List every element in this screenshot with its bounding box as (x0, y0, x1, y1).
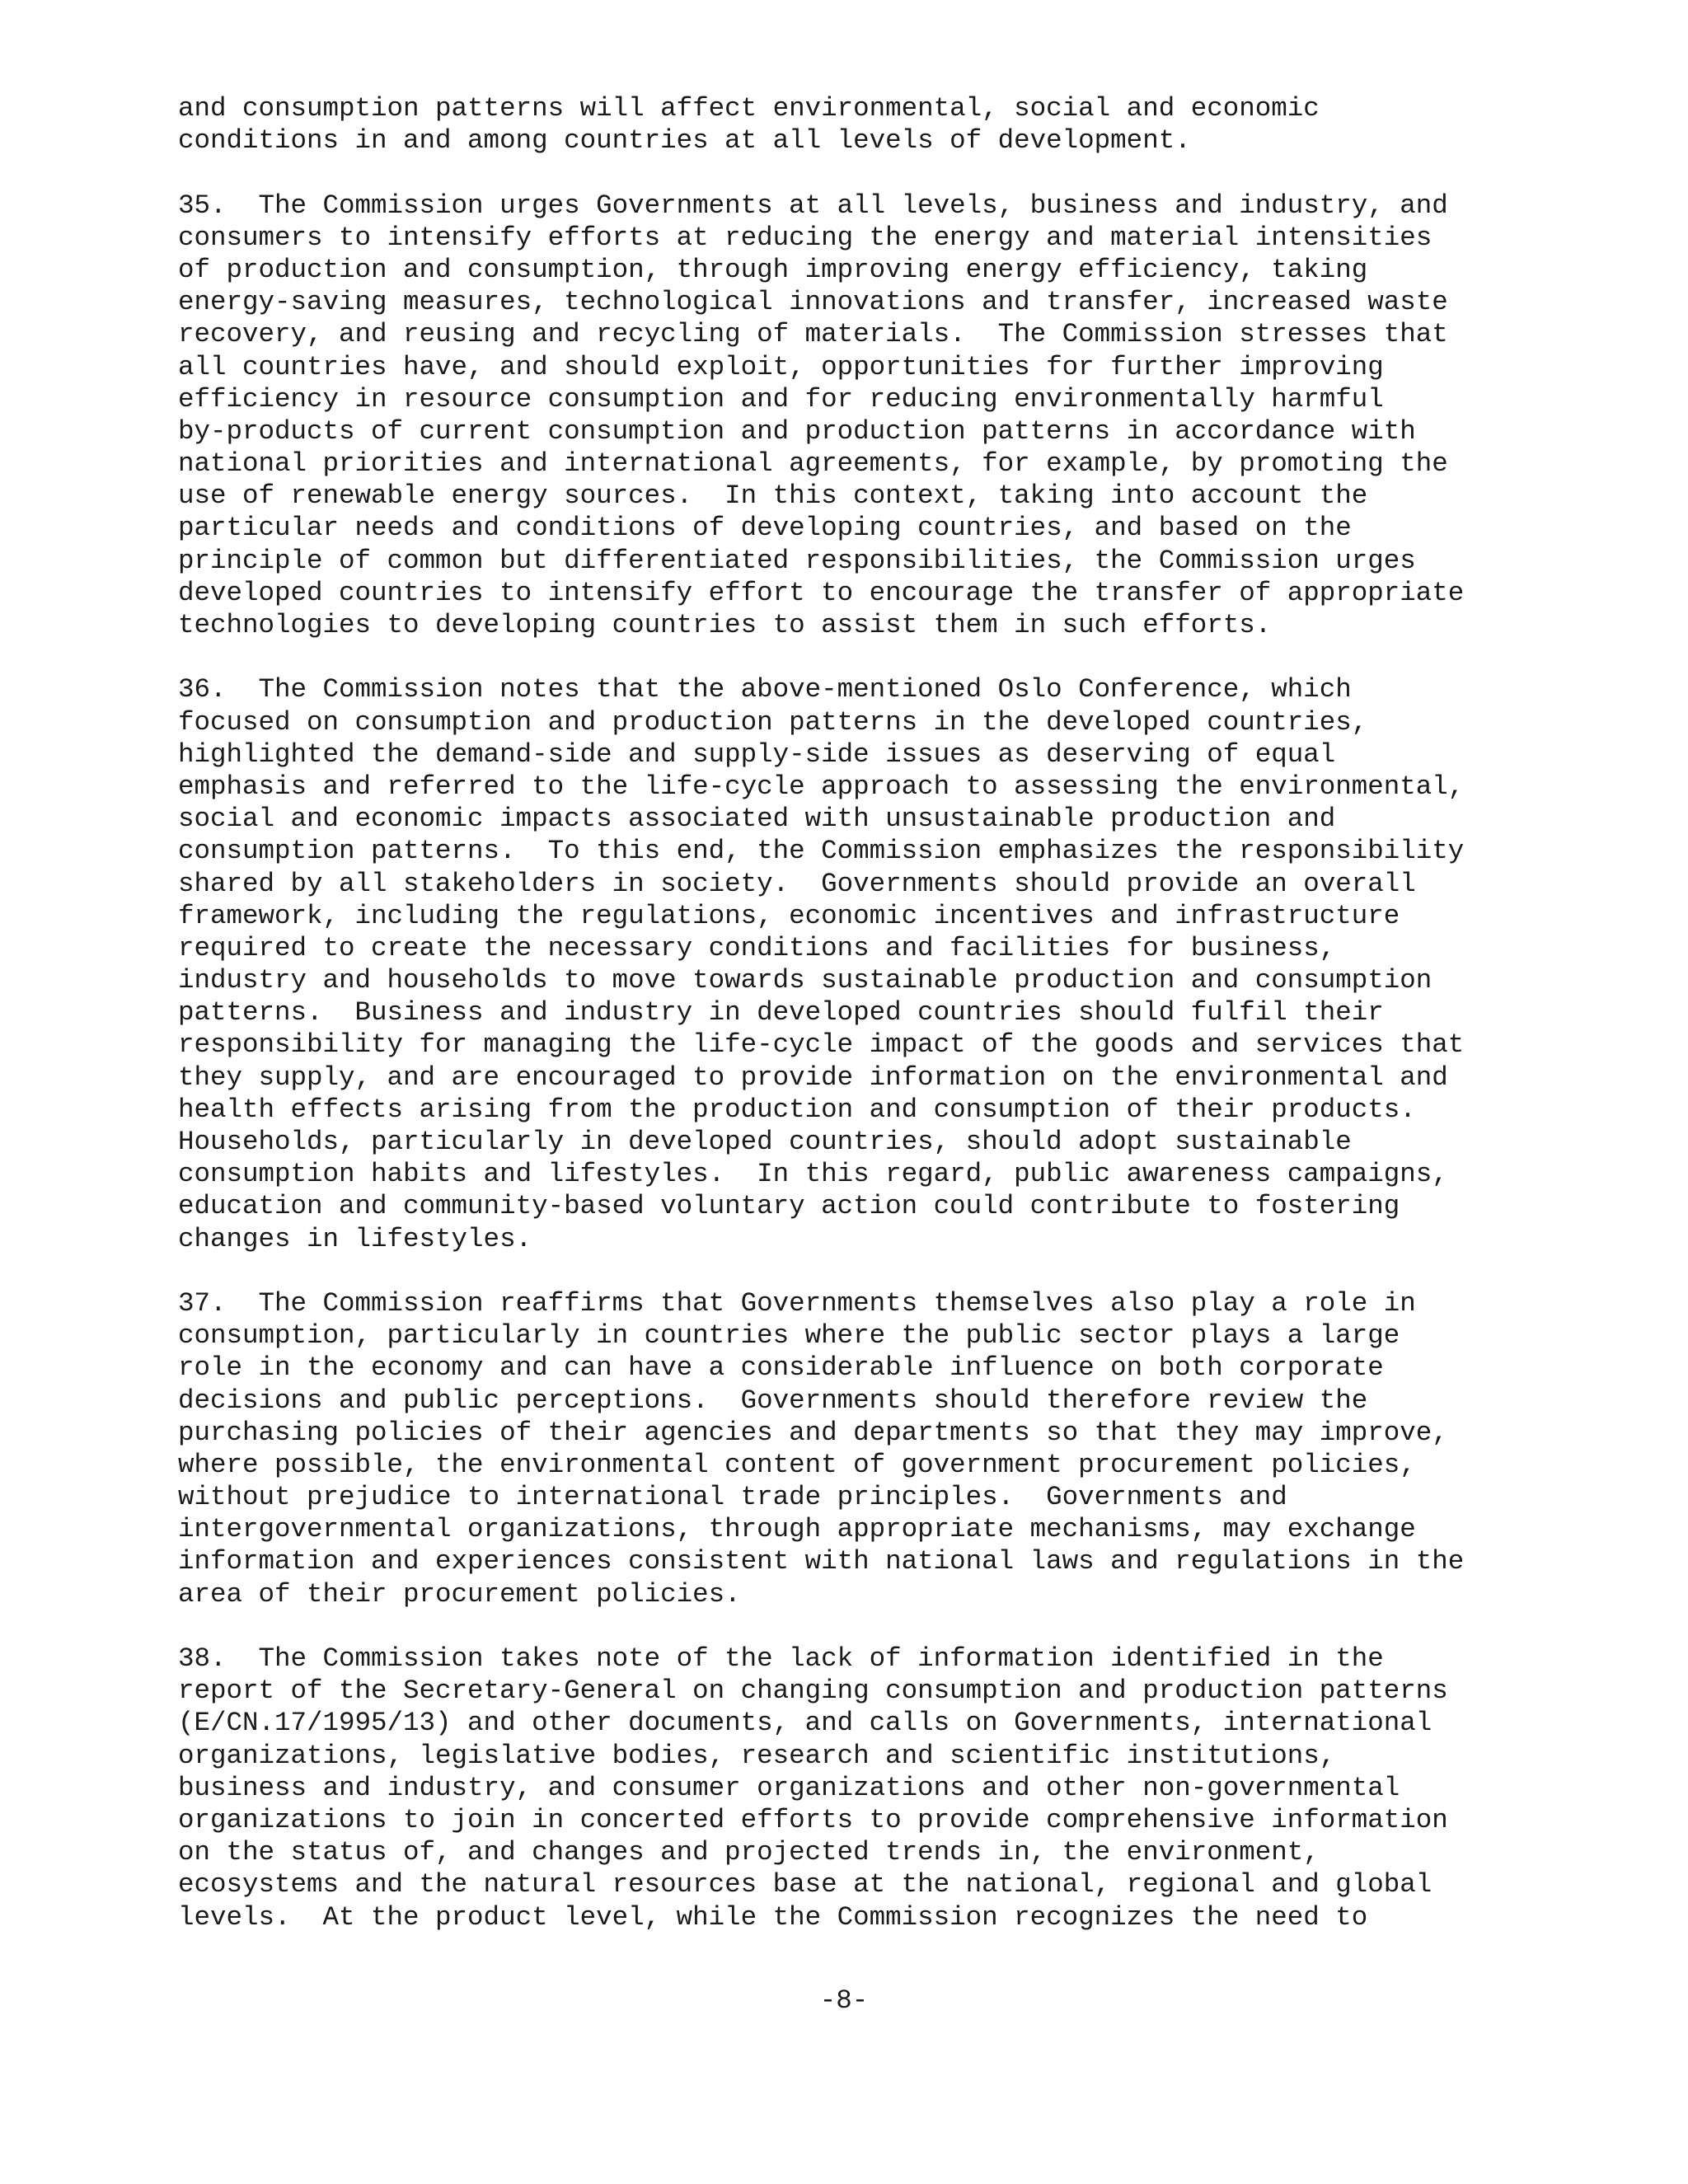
text-line: responsibility for managing the life-cycle impact of the goods and services that (178, 1029, 1465, 1061)
text-line: organizations to join in concerted efforts to provide comprehensive information (178, 1804, 1448, 1835)
text-line: role in the economy and can have a considerable influence on both corporate (178, 1352, 1384, 1384)
text-line: highlighted the demand-side and supply-side issues as deserving of equal (178, 738, 1336, 770)
text-line: industry and households to move towards sustainable production and consumption (178, 965, 1432, 996)
text-line: developed countries to intensify effort to encourage the transfer of appropriate (178, 577, 1465, 608)
text-line: conditions in and among countries at all levels of development. (178, 125, 1191, 157)
text-line: education and community-based voluntary action could contribute to fostering (178, 1191, 1400, 1222)
text-line: consumption patterns. To this end, the Commission emphasizes the responsibility (178, 836, 1465, 867)
text-line: consumers to intensify efforts at reducing the energy and material intensities (178, 222, 1432, 253)
text-line: 38. The Commission takes note of the lack of information identified in the (178, 1643, 1384, 1674)
text-line: patterns. Business and industry in developed countries should fulfil their (178, 997, 1384, 1029)
text-line: where possible, the environmental content of government procurement policies, (178, 1449, 1416, 1480)
text-line: health effects arising from the production and consumption of their products. (178, 1094, 1416, 1125)
text-line: on the status of, and changes and projected trends in, the environment, (178, 1837, 1320, 1868)
text-line: (E/CN.17/1995/13) and other documents, and calls on Governments, international (178, 1708, 1432, 1739)
text-line: all countries have, and should exploit, opportunities for further improving (178, 351, 1384, 382)
text-line: levels. At the product level, while the Commission recognizes the need to (178, 1901, 1368, 1933)
text-line: use of renewable energy sources. In this context, taking into account the (178, 480, 1368, 512)
paragraph-36 (178, 673, 1513, 1254)
text-line: report of the Secretary-General on changing consumption and production patterns (178, 1675, 1448, 1707)
text-line: organizations, legislative bodies, research and scientific institutions, (178, 1740, 1336, 1771)
text-line: of production and consumption, through improving energy efficiency, taking (178, 254, 1368, 285)
text-line: purchasing policies of their agencies and departments so that they may improve, (178, 1417, 1448, 1448)
text-line: consumption, particularly in countries where the public sector plays a large (178, 1320, 1400, 1352)
text-line: framework, including the regulations, economic incentives and infrastructure (178, 900, 1400, 931)
text-line: information and experiences consistent with national laws and regulations in the (178, 1546, 1465, 1577)
text-line: area of their procurement policies. (178, 1578, 741, 1610)
paragraph-35 (178, 190, 1513, 642)
text-line: and consumption patterns will affect environmental, social and economic (178, 93, 1320, 124)
text-line: changes in lifestyles. (178, 1223, 532, 1254)
text-line: emphasis and referred to the life-cycle approach to assessing the environmental, (178, 771, 1465, 802)
text-line: intergovernmental organizations, through appropriate mechanisms, may exchange (178, 1514, 1416, 1545)
page-number: -8- (819, 1985, 869, 2016)
text-line: shared by all stakeholders in society. Governments should provide an overall (178, 868, 1416, 899)
text-line: Households, particularly in developed countries, should adopt sustainable (178, 1127, 1352, 1157)
text-line: 37. The Commission reaffirms that Governments themselves also play a role in (178, 1287, 1416, 1319)
text-line: business and industry, and consumer organizations and other non-governmental (178, 1772, 1400, 1803)
text-line: technologies to developing countries to assist them in such efforts. (178, 610, 1272, 640)
text-line: they supply, and are encouraged to provide information on the environmental and (178, 1062, 1448, 1093)
text-line: particular needs and conditions of developing countries, and based on the (178, 513, 1352, 544)
text-line: decisions and public perceptions. Governments should therefore review the (178, 1385, 1368, 1416)
text-line: required to create the necessary conditions and facilities for business, (178, 932, 1336, 963)
text-line: energy-saving measures, technological innovations and transfer, increased waste (178, 287, 1448, 318)
text-line: principle of common but differentiated responsibilities, the Commission urges (178, 545, 1416, 576)
paragraph-37 (178, 1287, 1513, 1610)
text-line: consumption habits and lifestyles. In this regard, public awareness campaigns, (178, 1159, 1448, 1190)
text-line: 35. The Commission urges Governments at all levels, business and industry, and (178, 190, 1448, 221)
text-line: social and economic impacts associated with unsustainable production and (178, 804, 1336, 835)
text-line: by-products of current consumption and production patterns in accordance with (178, 415, 1416, 447)
text-line: 36. The Commission notes that the above-mentioned Oslo Conference, which (178, 674, 1352, 705)
paragraph-continuation (178, 92, 1513, 157)
text-line: national priorities and international agreements, for example, by promoting the (178, 448, 1448, 480)
paragraph-38 (178, 1643, 1513, 1933)
text-line: focused on consumption and production patterns in the developed countries, (178, 706, 1368, 738)
text-line: efficiency in resource consumption and for reducing environmentally harmful (178, 383, 1384, 415)
document-page (178, 92, 1513, 1966)
text-line: recovery, and reusing and recycling of materials. The Commission stresses that (178, 319, 1448, 350)
text-line: without prejudice to international trade principles. Governments and (178, 1482, 1287, 1513)
text-line: ecosystems and the natural resources base at the national, regional and global (178, 1869, 1432, 1900)
